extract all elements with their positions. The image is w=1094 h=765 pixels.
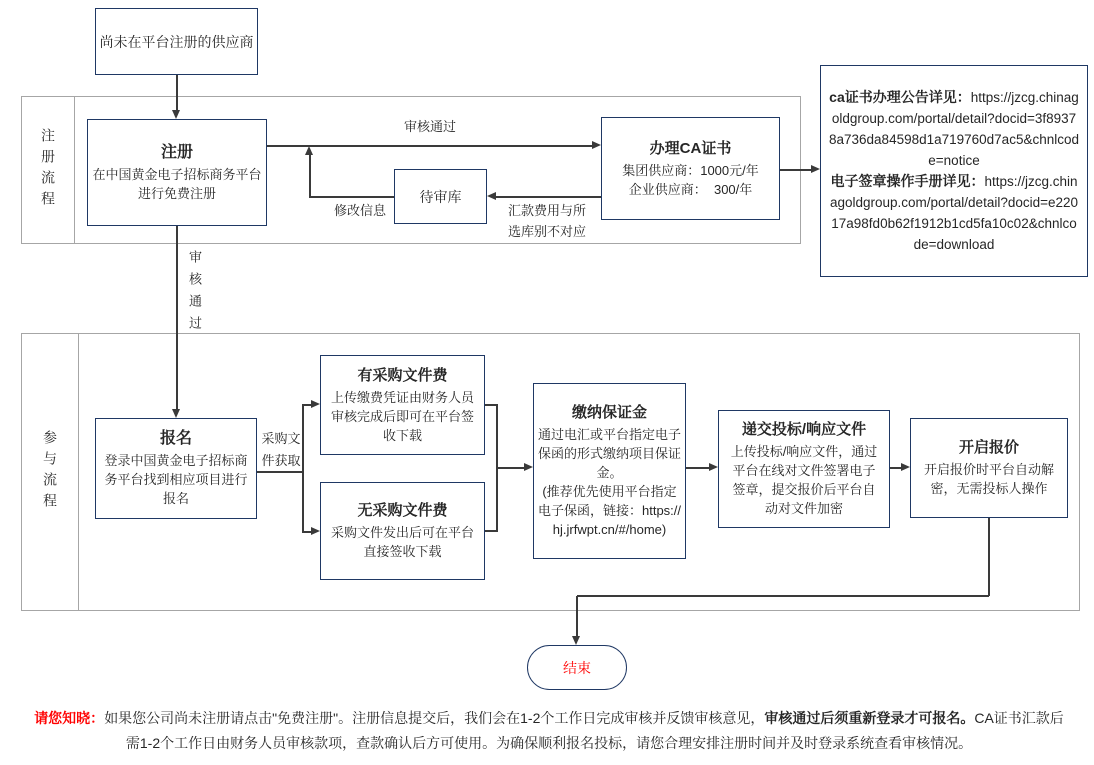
line-segment	[576, 596, 578, 637]
ca-certificate-price-enterprise: 企业供应商： 300/年	[628, 181, 753, 197]
edge-label-approved: 审核通过	[403, 119, 456, 134]
ca-certificate-node-title: 办理CA证书	[649, 139, 732, 157]
no-fee-node	[320, 482, 485, 580]
info-item-2	[829, 171, 1079, 255]
line-segment	[890, 467, 901, 469]
pending-review-node-label: 待审库	[419, 188, 462, 205]
deposit-node-note: (推荐优先使用平台指定电子保函，链接：https://hj.jrfwpt.cn/#/home)	[537, 484, 682, 537]
section-registration-label: 注册流程	[40, 128, 56, 212]
register-node	[87, 119, 267, 226]
ca-certificate-price-group: 集团供应商：1000元/年	[622, 162, 759, 178]
deposit-node	[533, 383, 686, 559]
line-segment	[267, 145, 593, 147]
footer-note	[30, 706, 1068, 756]
end-node-label: 结束	[563, 659, 591, 676]
line-segment	[176, 75, 178, 111]
arrowhead	[305, 146, 313, 155]
arrowhead	[524, 463, 533, 471]
arrowhead	[811, 165, 820, 173]
line-segment	[309, 153, 311, 197]
line-segment	[988, 518, 990, 596]
footer-text-1: 如果您公司尚未注册请点击"免费注册"。注册信息提交后，我们会在1-2个工作日完成审核并反馈审核意见，	[104, 710, 765, 726]
end-node	[527, 645, 627, 690]
footer-text-2: CA证书汇款后需1-2个工作日由财务人员审核款项，查款确认后方可使用。为确保顺利报名投标，请您合理安排注册时间并及时登录系统查看审核情况。	[125, 710, 1064, 751]
no-fee-node-title: 无采购文件费	[357, 502, 448, 519]
info-item-1	[829, 87, 1079, 171]
deposit-node-title: 缴纳保证金	[571, 404, 647, 421]
info-item-1-title: ca证书办理公告详见：	[829, 89, 971, 105]
line-segment	[496, 196, 601, 198]
arrowhead	[572, 636, 580, 645]
register-node-title: 注册	[160, 143, 193, 161]
section-participation-label: 参与流程	[42, 430, 58, 514]
arrowhead	[592, 141, 601, 149]
arrowhead	[901, 463, 910, 471]
edge-label-doc-fetch: 采购文件获取	[261, 431, 301, 468]
edge-label-modify: 修改信息	[333, 203, 386, 218]
line-segment	[497, 467, 524, 469]
line-segment	[302, 405, 304, 532]
arrowhead	[709, 463, 718, 471]
arrowhead	[311, 527, 320, 535]
line-segment	[176, 226, 178, 410]
footer-text-bold: 审核通过后须重新登录才可报名。	[764, 710, 975, 726]
pending-review-node	[394, 169, 487, 224]
with-fee-node-title: 有采购文件费	[357, 366, 448, 384]
no-fee-node-desc: 采购文件发出后可在平台直接签收下载	[330, 525, 474, 559]
with-fee-node	[320, 355, 485, 455]
signup-node-desc: 登录中国黄金电子招标商务平台找到相应项目进行报名	[104, 453, 248, 506]
line-segment	[686, 467, 709, 469]
open-bid-node	[910, 418, 1068, 518]
start-node-label: 尚未在平台注册的供应商	[99, 33, 254, 50]
edge-label-approved-vertical-text: 审核通过	[187, 250, 202, 338]
footer-prefix: 请您知晓：	[34, 710, 105, 726]
info-item-2-url: https://jzcg.chinagoldgroup.com/portal/detail?docid=e22017a98fd0b62f1912b1cd5fa10c02&chnlcode=download	[829, 174, 1079, 252]
arrowhead	[311, 400, 320, 408]
line-segment	[780, 169, 812, 171]
submit-docs-node-desc: 上传投标/响应文件，通过平台在线对文件签署电子签章，提交报价后平台自动对文件加密	[730, 444, 878, 516]
submit-docs-node-title: 递交投标/响应文件	[741, 421, 867, 438]
info-note	[820, 65, 1088, 277]
arrowhead	[172, 409, 180, 418]
ca-certificate-node	[601, 117, 780, 220]
deposit-node-desc: 通过电汇或平台指定电子保函的形式缴纳项目保证金。	[537, 427, 681, 480]
start-node	[95, 8, 258, 75]
arrowhead	[172, 110, 180, 119]
open-bid-node-desc: 开启报价时平台自动解密，无需投标人操作	[923, 462, 1054, 496]
open-bid-node-title: 开启报价	[958, 439, 1019, 456]
line-segment	[309, 196, 394, 198]
signup-node-title: 报名	[159, 430, 192, 447]
line-segment	[577, 595, 989, 597]
info-item-1-url: https://jzcg.chinagoldgroup.com/portal/detail?docid=3f89378a736da84598d1a719760d7ac5&chnlcode=notice	[829, 90, 1079, 168]
submit-docs-node	[718, 410, 890, 528]
arrowhead	[487, 192, 496, 200]
with-fee-node-desc: 上传缴费凭证由财务人员审核完成后即可在平台签收下载	[330, 389, 474, 443]
signup-node	[95, 418, 257, 519]
info-item-2-title: 电子签章操作手册详见：	[830, 173, 985, 189]
edge-label-approved-vertical	[184, 250, 205, 344]
edge-label-mismatch: 汇款费用与所选库别不对应	[507, 203, 586, 239]
register-node-desc: 在中国黄金电子招标商务平台进行免费注册	[92, 166, 262, 201]
section-participation-label-column	[22, 334, 79, 610]
section-registration-label-column	[22, 97, 75, 243]
